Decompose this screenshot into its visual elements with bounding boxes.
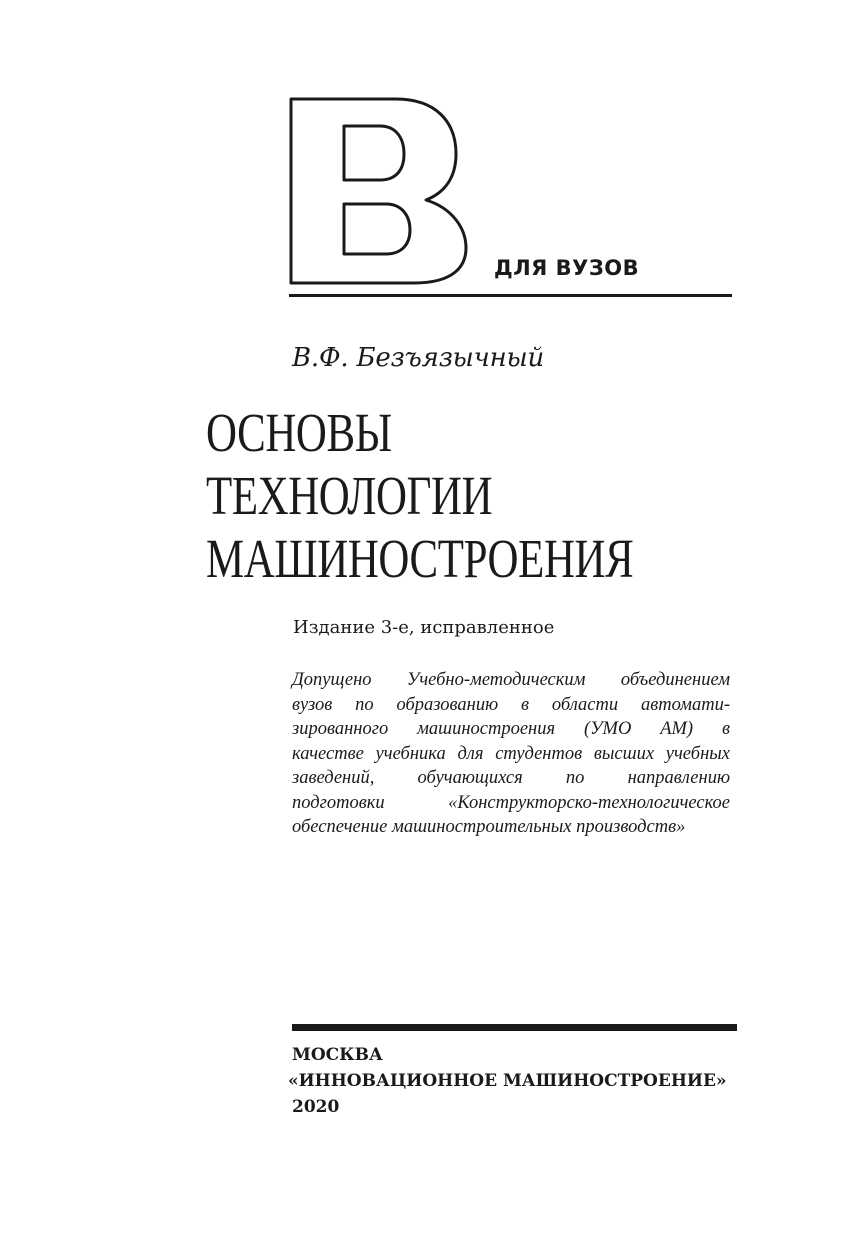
book-title — [206, 401, 633, 590]
approval-line: качестве учебника для студентов высших учебных — [292, 743, 730, 764]
approval-statement — [292, 668, 730, 840]
approval-line: подготовки «Конструкторско-технологическое — [292, 792, 730, 813]
title-line: МАШИНОСТРОЕНИЯ — [206, 528, 634, 589]
approval-line: заведений, обучающихся по направлению — [292, 768, 730, 788]
approval-line: Допущено Учебно-методическим объединением — [292, 670, 730, 690]
imprint-year: 2020 — [292, 1097, 340, 1117]
series-label: ДЛЯ ВУЗОВ — [494, 256, 640, 280]
approval-line: зированного машиностроения (УМО АМ) в — [292, 719, 730, 739]
bottom-rule — [292, 1024, 737, 1031]
approval-line: вузов по образованию в области автомати- — [292, 694, 730, 715]
imprint-city: МОСКВА — [292, 1045, 383, 1065]
approval-line: обеспечение машиностроительных производств» — [292, 817, 686, 837]
author-name: В.Ф. Безъязычный — [292, 343, 545, 373]
title-line: ОСНОВЫ — [206, 402, 392, 463]
imprint — [288, 1042, 727, 1120]
edition-note: Издание 3-е, исправленное — [293, 617, 555, 638]
imprint-publisher: «ИННОВАЦИОННОЕ МАШИНОСТРОЕНИЕ» — [288, 1071, 727, 1091]
outlined-letter-b-logo — [288, 96, 470, 286]
top-rule — [289, 294, 732, 297]
title-line: ТЕХНОЛОГИИ — [206, 465, 493, 526]
